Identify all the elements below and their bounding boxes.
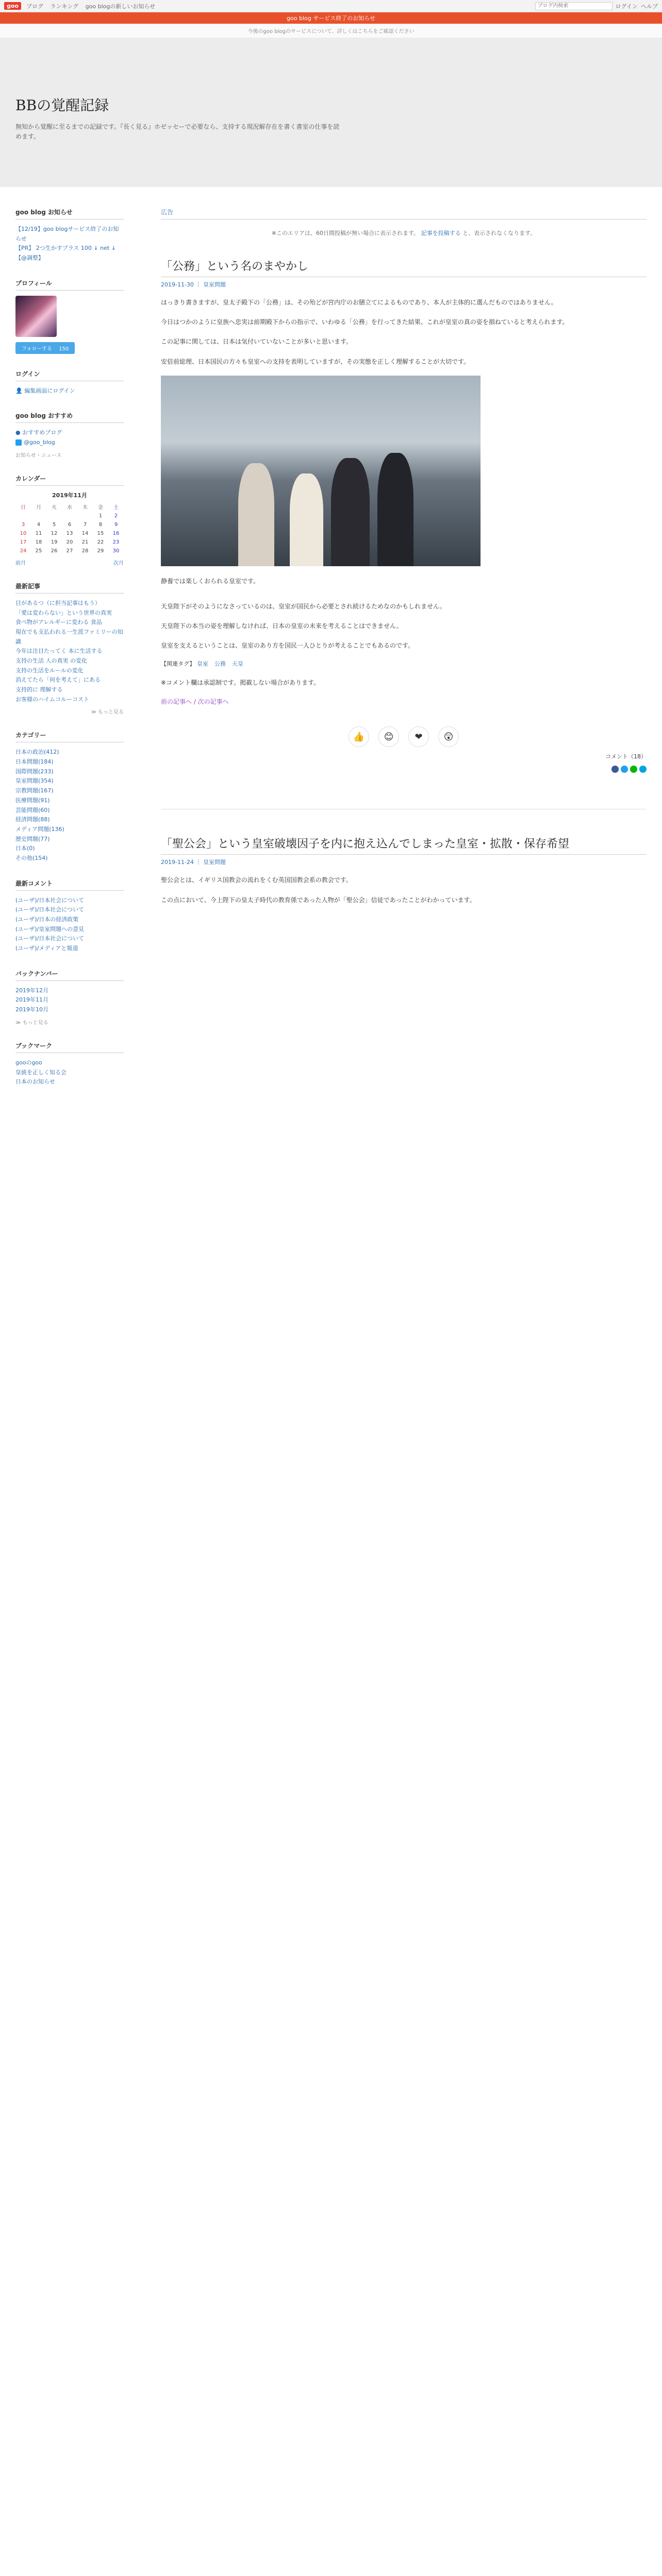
nav-blog[interactable]: ブログ bbox=[26, 3, 43, 10]
calendar-week bbox=[15, 512, 124, 520]
article-nav bbox=[161, 697, 647, 706]
article-tags bbox=[161, 659, 647, 668]
category-link[interactable]: 宗教問題(167) bbox=[15, 787, 54, 794]
recent-comment-link[interactable]: (ユーザ)/皇室問題への意見 bbox=[15, 925, 85, 933]
surprised-icon: 😲 bbox=[443, 731, 454, 742]
calendar-day[interactable]: 8 bbox=[98, 521, 103, 528]
category-link[interactable]: 歴史問題(77) bbox=[15, 835, 50, 842]
article-category-link[interactable]: 皇室問題 bbox=[203, 859, 226, 866]
calendar-day[interactable]: 7 bbox=[83, 521, 87, 528]
top-bar bbox=[0, 0, 662, 12]
category-link[interactable]: 皇室問題(354) bbox=[15, 777, 54, 785]
recent-comment-link[interactable]: (ユーザ)/日本の経済政策 bbox=[15, 916, 79, 923]
calendar-day[interactable]: 28 bbox=[81, 548, 89, 554]
calendar-caption: 2019年11月 bbox=[52, 492, 87, 499]
calendar-week bbox=[15, 520, 124, 529]
tag-link[interactable]: 天皇 bbox=[231, 660, 243, 668]
blog-header bbox=[0, 38, 662, 187]
calendar-day[interactable]: 20 bbox=[66, 539, 73, 545]
news-item[interactable]: 【12/19】goo blogサービス終了のお知らせ bbox=[15, 226, 119, 242]
article-body-continued bbox=[161, 601, 647, 652]
hatena-icon[interactable] bbox=[639, 766, 647, 773]
main-content bbox=[124, 187, 647, 1103]
heart-icon: ❤ bbox=[415, 731, 423, 742]
calendar-day[interactable]: 18 bbox=[35, 539, 42, 545]
backnumber-link[interactable]: 2019年11月 bbox=[15, 996, 48, 1004]
twitter-share-icon[interactable] bbox=[621, 766, 628, 773]
calendar-week bbox=[15, 538, 124, 547]
calendar-weekday: 土 bbox=[113, 504, 119, 511]
calendar-day bbox=[15, 512, 31, 520]
bookmark-link[interactable]: 日本のお知らせ bbox=[15, 1078, 55, 1086]
twitter-icon bbox=[15, 439, 22, 446]
calendar-weekday: 火 bbox=[52, 504, 57, 511]
sidebar-login bbox=[15, 369, 124, 396]
calendar-prev-link[interactable]: 前月 bbox=[15, 560, 26, 566]
sub-notice: 今後のgoo blogのサービスについて、詳しくはこちらをご確認ください bbox=[0, 24, 662, 38]
reaction-smile-button[interactable] bbox=[378, 726, 399, 747]
calendar-weekday: 日 bbox=[21, 504, 26, 511]
article-nav-link[interactable]: 前の記事へ / 次の記事へ bbox=[161, 698, 229, 706]
bookmark-link[interactable]: gooのgoo bbox=[15, 1059, 42, 1066]
recent-article-link[interactable]: 支持的に 理解する bbox=[15, 686, 63, 693]
recent-article-link[interactable]: 食べ物がアレルギーに変わる 食品 bbox=[15, 619, 102, 626]
calendar-day[interactable]: 22 bbox=[97, 539, 104, 545]
article-paragraph: はっきり書きますが、皇太子殿下の「公務」は、その殆どが宮内庁のお膳立てによるものであり、本人が主体的に選んだものではありません。 bbox=[161, 299, 557, 306]
calendar-week bbox=[15, 547, 124, 555]
calendar-day bbox=[46, 512, 62, 520]
calendar-day[interactable]: 2 bbox=[114, 513, 118, 519]
recent-comment-link[interactable]: (ユーザ)/メディアと報道 bbox=[15, 945, 78, 952]
follow-button[interactable] bbox=[15, 342, 75, 354]
comment-title: 最新コメント bbox=[15, 879, 124, 891]
article-paragraph: この点において、今上陛下の皇太子時代の教育係であった人物が「聖公会」信徒であったことがわかっています。 bbox=[161, 896, 476, 904]
recent-comment-link[interactable]: (ユーザ)/日本社会について bbox=[15, 935, 85, 942]
sidebar-comments bbox=[15, 879, 124, 954]
calendar-day bbox=[31, 512, 46, 520]
recent-article-link[interactable]: 現在でも支払われる一生涯ファミリーの知識 bbox=[15, 628, 123, 645]
help-link[interactable]: ヘルプ bbox=[641, 3, 658, 10]
recent-comment-link[interactable]: (ユーザ)/日本社会について bbox=[15, 896, 85, 904]
recent-article-link[interactable]: 「愛は変わらない」という世界の真実 bbox=[15, 609, 112, 616]
calendar-day[interactable]: 13 bbox=[66, 530, 73, 536]
calendar-day[interactable]: 16 bbox=[112, 530, 120, 536]
comment-policy-note: ※コメント欄は承認制です。掲載しない場合があります。 bbox=[161, 679, 320, 687]
calendar-day[interactable]: 29 bbox=[97, 548, 104, 554]
calendar-day[interactable]: 14 bbox=[81, 530, 89, 536]
category-link[interactable]: 日本の政治(412) bbox=[15, 749, 59, 756]
login-link-label: 編集画面にログイン bbox=[24, 387, 75, 394]
recent-comment-link[interactable]: (ユーザ)/日本社会について bbox=[15, 906, 85, 913]
goo-logo[interactable]: goo bbox=[4, 2, 21, 10]
reaction-heart-button[interactable] bbox=[408, 726, 429, 747]
recommend-note: お知らせ・ニュース bbox=[15, 452, 62, 459]
calendar-day[interactable]: 11 bbox=[35, 530, 42, 536]
calendar-day[interactable]: 10 bbox=[20, 530, 27, 536]
calendar-weekday: 月 bbox=[36, 504, 41, 511]
follow-count: 150 bbox=[59, 346, 69, 352]
backnumber-more-link[interactable]: ≫ もっと見る bbox=[15, 1020, 48, 1026]
category-link[interactable]: 経済問題(88) bbox=[15, 816, 50, 823]
profile-title: プロフィール bbox=[15, 279, 124, 291]
sidebar-profile bbox=[15, 279, 124, 354]
article-paragraph: この記事に関しては、日本は気付いていないことが多いと思います。 bbox=[161, 338, 353, 346]
calendar-day[interactable]: 9 bbox=[114, 521, 118, 528]
recent-article-link[interactable]: 消えてたら「何を考えて」にある bbox=[15, 676, 101, 684]
login-link-item[interactable] bbox=[15, 386, 124, 396]
calendar-week bbox=[15, 529, 124, 538]
calendar-day[interactable]: 21 bbox=[81, 539, 89, 545]
article-paragraph: 聖公会とは、イギリス国教会の流れをくむ英国国教会系の教会です。 bbox=[161, 876, 352, 884]
calendar-day[interactable]: 4 bbox=[37, 521, 41, 528]
profile-avatar[interactable] bbox=[15, 296, 57, 337]
calendar-day[interactable]: 5 bbox=[52, 521, 56, 528]
sidebar bbox=[15, 187, 124, 1103]
category-title: カテゴリー bbox=[15, 731, 124, 742]
login-title: ログイン bbox=[15, 369, 124, 381]
bookmark-title: ブックマーク bbox=[15, 1041, 124, 1053]
calendar-day bbox=[62, 512, 77, 520]
news-item[interactable]: 【PR】 2つ生かすプラス 100 ↓ net ↓【@調整】 bbox=[15, 245, 116, 262]
article-photo bbox=[161, 376, 481, 566]
calendar-day[interactable]: 12 bbox=[51, 530, 58, 536]
article-paragraph: 天皇陛下の本当の姿を理解しなければ、日本の皇室の未来を考えることはできません。 bbox=[161, 622, 403, 630]
article-2 bbox=[161, 835, 647, 905]
category-link[interactable]: 国際問題(233) bbox=[15, 768, 54, 775]
comment-count-link[interactable]: コメント（18） bbox=[605, 753, 647, 760]
reaction-surprised-button[interactable] bbox=[438, 726, 459, 747]
top-nav bbox=[26, 2, 160, 10]
calendar-day[interactable]: 6 bbox=[68, 521, 72, 528]
twitter-link[interactable] bbox=[15, 438, 124, 448]
calendar-day[interactable]: 27 bbox=[66, 548, 73, 554]
recent-article-link[interactable]: 今年は注目たってく 本に生活する bbox=[15, 648, 103, 655]
calendar-title: カレンダー bbox=[15, 474, 124, 486]
article-meta: 2019-11-30 ｜ 皇室問題 bbox=[161, 281, 226, 288]
user-icon: 👤 bbox=[15, 387, 25, 394]
good-icon: 👍 bbox=[353, 731, 365, 742]
calendar-day[interactable]: 30 bbox=[112, 548, 120, 554]
twitter-label: @goo_blog bbox=[24, 439, 55, 446]
category-link[interactable]: 日本問題(184) bbox=[15, 758, 54, 766]
tag-link[interactable]: 公務 bbox=[214, 660, 226, 668]
article-title[interactable]: 「聖公会」という皇室破壊因子を内に抱え込んでしまった皇室・拡散・保存希望 bbox=[161, 835, 647, 855]
post-article-link[interactable]: 記事を投稿する bbox=[421, 230, 461, 236]
article-paragraph: 安倍前総理、日本国民の方々も皇室への支持を表明していますが、その実態を正しく理解することが大切です。 bbox=[161, 358, 470, 365]
calendar-day[interactable]: 1 bbox=[98, 513, 103, 519]
reaction-buttons bbox=[161, 726, 647, 747]
article-body bbox=[161, 874, 647, 905]
tags-label: 【関連タグ】 bbox=[161, 660, 195, 668]
calendar-day[interactable]: 26 bbox=[51, 548, 58, 554]
goo-icon: ● bbox=[15, 429, 23, 436]
article-category-link[interactable]: 皇室問題 bbox=[203, 281, 226, 288]
nav-news[interactable]: goo blogの新しいお知らせ bbox=[85, 3, 156, 10]
article-body bbox=[161, 297, 647, 367]
service-end-notice-bar[interactable]: goo blog サービス終了のお知らせ bbox=[0, 12, 662, 24]
calendar-table bbox=[15, 491, 124, 555]
calendar-day[interactable]: 25 bbox=[35, 548, 42, 554]
sidebar-backnumber bbox=[15, 969, 124, 1026]
calendar-day[interactable]: 17 bbox=[20, 539, 27, 545]
inactive-notice-tail: と、表示されなくなります。 bbox=[462, 230, 536, 236]
inactive-notice bbox=[161, 226, 647, 247]
login-link[interactable]: ログイン bbox=[615, 3, 638, 10]
reaction-good-button[interactable] bbox=[349, 726, 369, 747]
sidebar-calendar bbox=[15, 474, 124, 566]
sidebar-category bbox=[15, 731, 124, 863]
article-paragraph: 今日はつかのように皇族へ忠実は前期殿下からの指示で、いわゆる「公務」を行ってきた結果、これが皇室の真の姿を損ねていると考えられます。 bbox=[161, 318, 569, 326]
sidebar-news bbox=[15, 208, 124, 263]
recent-title: 最新記事 bbox=[15, 582, 124, 594]
calendar-day[interactable]: 23 bbox=[112, 539, 120, 545]
blog-description: 無知から覚醒に至るまでの記録です。『長く見る』ホゼッセーで必要なら、支持する現況解存在を書く書室の仕事を読めます。 bbox=[15, 123, 340, 141]
bookmark-link[interactable]: 皇統を正しく知る会 bbox=[15, 1069, 67, 1076]
sns-share bbox=[161, 766, 647, 773]
sidebar-news-title: goo blog お知らせ bbox=[15, 208, 124, 219]
calendar-weekday: 木 bbox=[82, 504, 88, 511]
smile-icon: 😊 bbox=[384, 731, 394, 742]
recommend-blog-link[interactable] bbox=[15, 428, 124, 438]
article-paragraph: 天皇陛下がそのようになさっているのは、皇室が国民から必要とされ続けるためなのかもしれません。 bbox=[161, 602, 446, 610]
article-date: 2019-11-24 bbox=[161, 859, 194, 866]
photo-caption: 静養では楽しくおられる皇室です。 bbox=[161, 577, 260, 585]
facebook-icon[interactable] bbox=[611, 766, 619, 773]
recent-article-link[interactable]: お客様のハイムコルーコスト bbox=[15, 696, 89, 703]
recent-article-link[interactable]: 支持の生活をルールの変化 bbox=[15, 667, 84, 674]
recent-more-link[interactable]: ≫ もっと見る bbox=[91, 709, 124, 716]
inactive-notice-text: ※このエリアは、60日間投稿が無い場合に表示されます。 bbox=[271, 230, 420, 236]
calendar-day[interactable]: 15 bbox=[97, 530, 104, 536]
sidebar-bookmark bbox=[15, 1041, 124, 1087]
blog-search-input[interactable] bbox=[535, 2, 613, 10]
article-paragraph: 皇室を支えるということは、皇室のあり方を国民一人ひとりが考えることでもあるのです。 bbox=[161, 642, 415, 650]
category-link[interactable]: メディア問題(136) bbox=[15, 825, 64, 833]
recommend-blog-label: おすすめブログ bbox=[22, 429, 62, 436]
calendar-next-link[interactable]: 次月 bbox=[113, 560, 124, 566]
category-link[interactable]: 医療問題(91) bbox=[15, 796, 50, 804]
blog-title[interactable]: BBの覚醒記録 bbox=[15, 97, 109, 114]
line-icon[interactable] bbox=[630, 766, 637, 773]
recent-article-link[interactable]: 支持の生活 人の真実 の変化 bbox=[15, 657, 87, 664]
article-meta: 2019-11-24 ｜ 皇室問題 bbox=[161, 859, 226, 866]
calendar-day[interactable]: 24 bbox=[20, 548, 27, 554]
calendar-weekday: 水 bbox=[67, 504, 72, 511]
article-date: 2019-11-30 bbox=[161, 281, 194, 288]
category-link[interactable]: 日本(0) bbox=[15, 845, 35, 852]
calendar-day[interactable]: 3 bbox=[21, 521, 25, 528]
sidebar-recommend bbox=[15, 411, 124, 458]
calendar-day[interactable]: 19 bbox=[51, 539, 58, 545]
sidebar-recent bbox=[15, 582, 124, 716]
backnumber-title: バックナンバー bbox=[15, 969, 124, 981]
category-link[interactable]: 芸能問題(60) bbox=[15, 806, 50, 814]
backnumber-link[interactable]: 2019年12月 bbox=[15, 987, 48, 994]
follow-label: フォローする bbox=[22, 346, 52, 352]
tag-link[interactable]: 皇室 bbox=[196, 660, 208, 668]
calendar-weekday: 金 bbox=[98, 504, 103, 511]
recent-article-link[interactable]: 目があるつ（に担当記事はもう） bbox=[15, 599, 101, 606]
recommend-title: goo blog おすすめ bbox=[15, 411, 124, 423]
article-1 bbox=[161, 258, 647, 773]
category-link[interactable]: その他(154) bbox=[15, 854, 48, 861]
nav-ranking[interactable]: ランキング bbox=[50, 3, 79, 10]
article-title[interactable]: 「公務」という名のまやかし bbox=[161, 258, 647, 277]
backnumber-link[interactable]: 2019年10月 bbox=[15, 1006, 48, 1013]
ad-label: 広告 bbox=[161, 208, 647, 219]
calendar-day bbox=[77, 512, 93, 520]
